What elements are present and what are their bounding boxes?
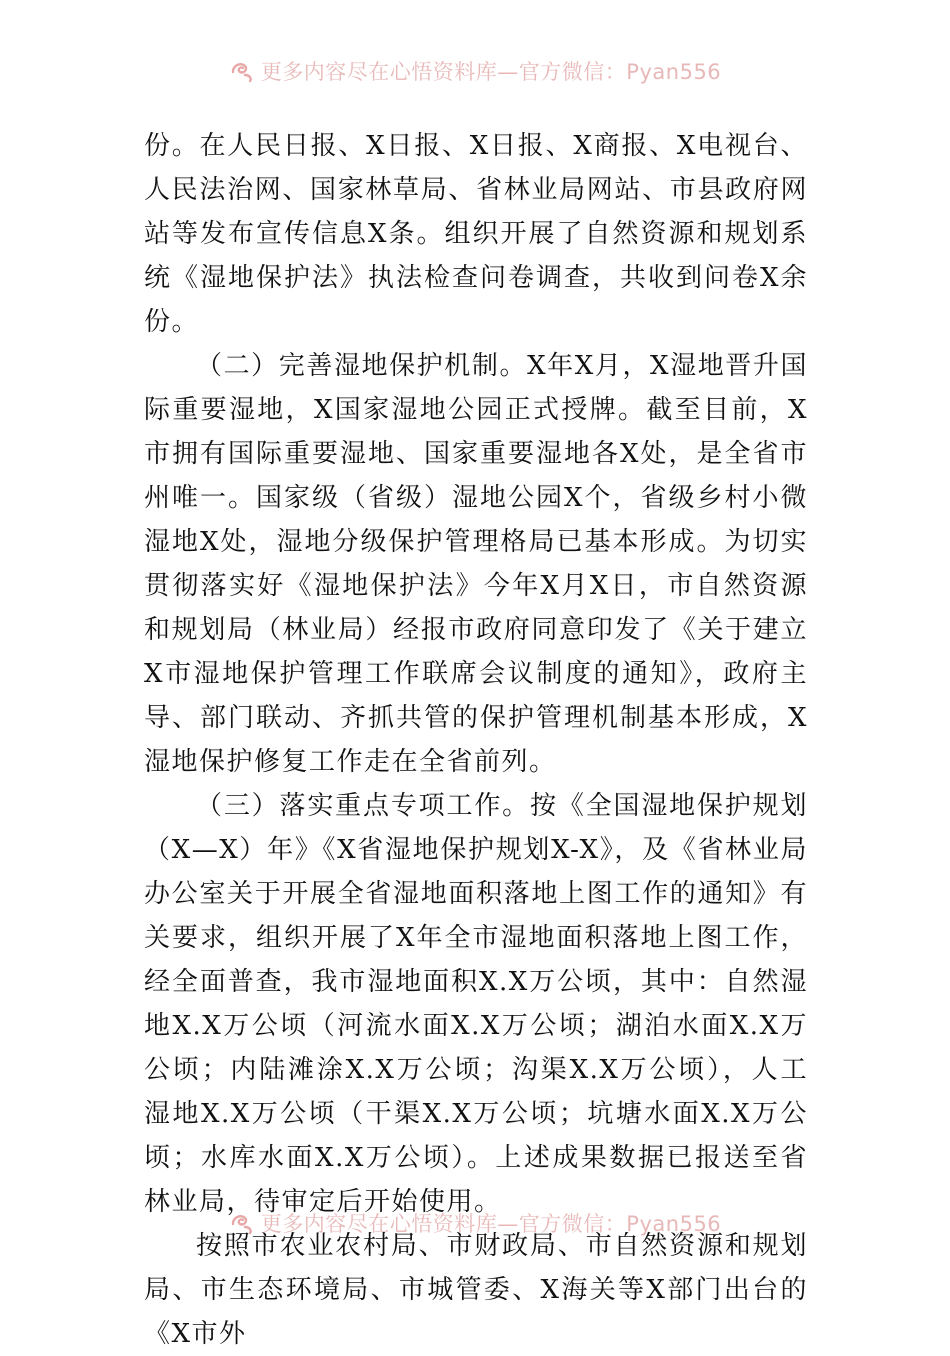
- logo-icon: [229, 58, 255, 84]
- paragraph-2-wetland-mechanism: （二）完善湿地保护机制。X年X月，X湿地晋升国际重要湿地，X国家湿地公园正式授牌。截至目前，X市拥有国际重要湿地、国家重要湿地各X处，是全省市州唯一。国家级（省级）湿地公园X个，省级乡村小微湿地X处，湿地分级保护管理格局已基本形成。为切实贯彻落实好《湿地保护法》今年X月X日，市自然资源和规划局（林业局）经报市政府同意印发了《关于建立X市湿地保护管理工作联席会议制度的通知》，政府主导、部门联动、齐抓共管的保护管理机制基本形成，X湿地保护修复工作走在全省前列。: [144, 351, 808, 777]
- logo-icon: [229, 1210, 255, 1236]
- footer-watermark: [0, 1208, 950, 1238]
- watermark-text: 更多内容尽在心悟资料库—官方微信：Pyan556: [260, 60, 722, 84]
- watermark-text: 更多内容尽在心悟资料库—官方微信：Pyan556: [260, 1212, 722, 1236]
- paragraph-4-departments: 按照市农业农村局、市财政局、市自然资源和规划局、市生态环境局、市城管委、X海关等X部门出台的《X市外: [144, 1231, 808, 1349]
- document-body: [144, 124, 808, 1356]
- paragraph-1-continued: 份。在人民日报、X日报、X日报、X商报、X电视台、人民法治网、国家林草局、省林业局网站、市县政府网站等发布宣传信息X条。组织开展了自然资源和规划系统《湿地保护法》执法检查问卷调查，共收到问卷X余份。: [144, 131, 808, 337]
- header-watermark: [0, 56, 950, 86]
- paragraph-3-key-projects: （三）落实重点专项工作。按《全国湿地保护规划（X—X）年》《X省湿地保护规划X-X》，及《省林业局办公室关于开展全省湿地面积落地上图工作的通知》有关要求，组织开展了X年全市湿地面积落地上图工作，经全面普查，我市湿地面积X.X万公顷，其中：自然湿地X.X万公顷（河流水面X.X万公顷；湖泊水面X.X万公顷；内陆滩涂X.X万公顷；沟渠X.X万公顷），人工湿地X.X万公顷（干渠X.X万公顷；坑塘水面X.X万公顷；水库水面X.X万公顷）。上述成果数据已报送至省林业局，待审定后开始使用。: [144, 791, 808, 1217]
